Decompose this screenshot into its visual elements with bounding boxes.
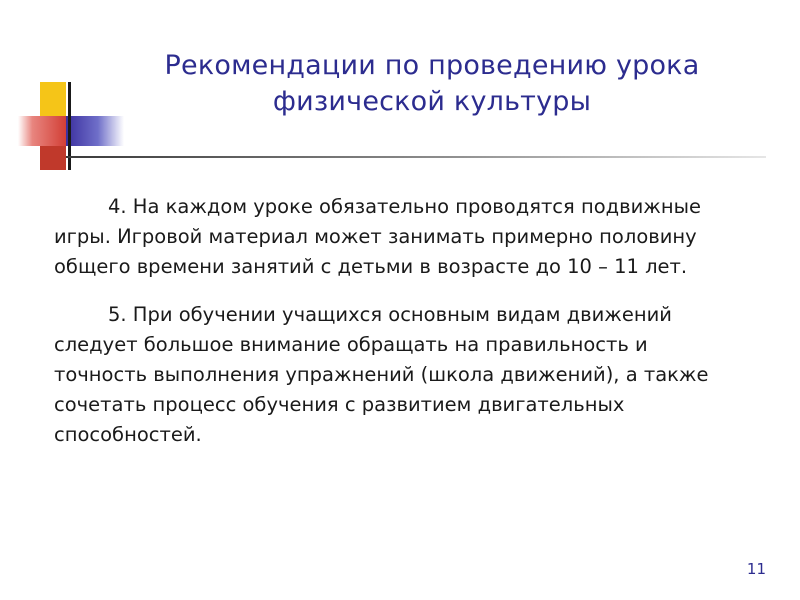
yellow-square-icon (40, 82, 66, 116)
page-number: 11 (746, 560, 766, 578)
slide-title: Рекомендации по проведению урока физической культуры (164, 50, 700, 117)
red-gradient-square-icon (18, 116, 66, 146)
body-paragraph: 4. На каждом уроке обязательно проводятся подвижные игры. Игровой материал может занимать примерно половину общего времени занятий с детьми в возрасте до 10 – 11 лет. (54, 195, 701, 278)
title-underline-divider (66, 156, 766, 158)
violet-gradient-square-icon (66, 116, 124, 146)
slide-body (54, 192, 744, 450)
dark-red-square-icon (40, 146, 66, 170)
body-paragraph: 5. При обучении учащихся основным видам движений следует большое внимание обращать на правильность и точность выполнения упражнений (школа движений), а также сочетать процесс обучения с развитием двигательных способностей. (54, 303, 709, 446)
